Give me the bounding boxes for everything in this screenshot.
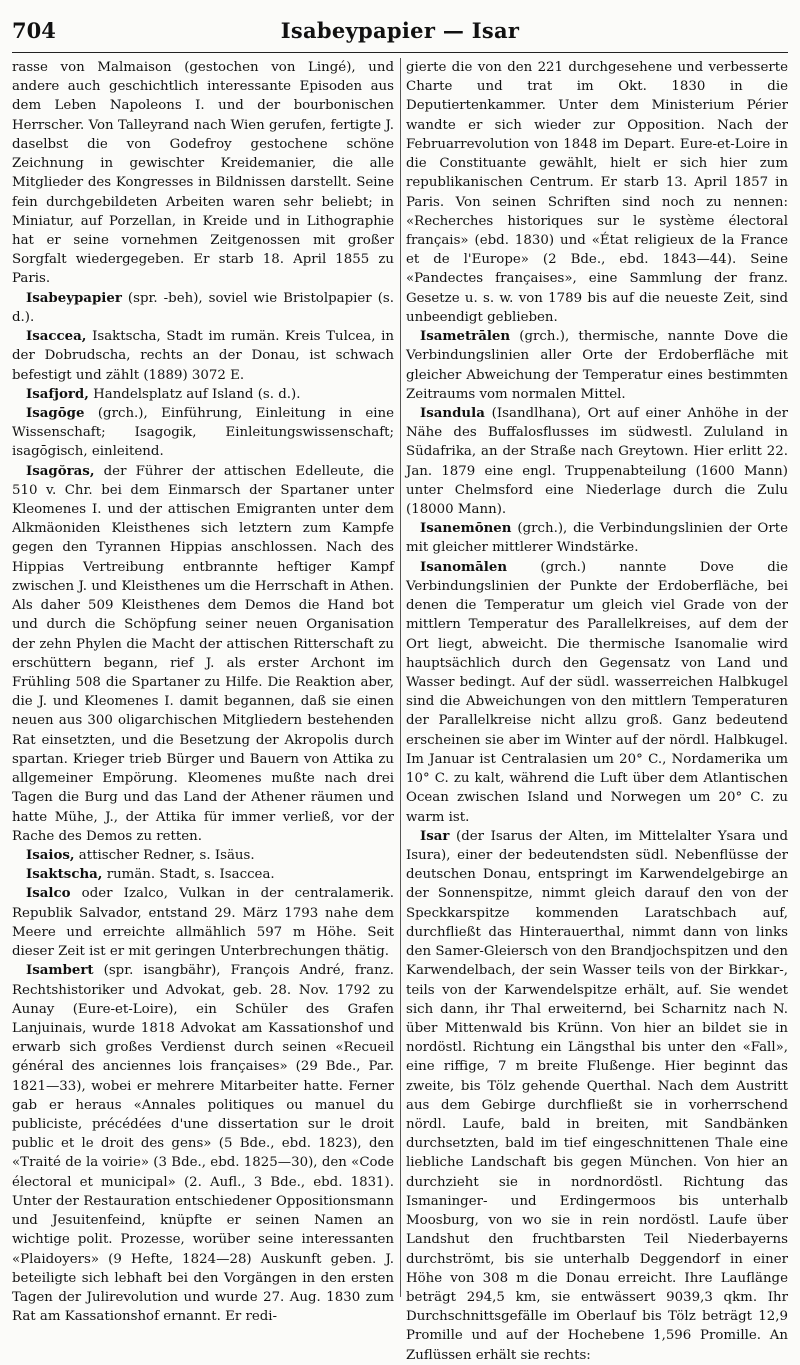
entry-text: (grch.), thermische, nannte Dove die Verbindungslinien aller Orte der Erdoberfläche mit gleicher Abweichung der Temperatur eines bestimmten Zeitraums vom normalen Mittel. xyxy=(406,329,788,402)
dictionary-entry xyxy=(12,404,394,462)
entry-text: attischer Redner, s. Isäus. xyxy=(74,847,255,863)
dictionary-entry xyxy=(406,558,788,827)
entry-text: rumän. Stadt, s. Isaccea. xyxy=(102,867,275,883)
entry-headword: Isaktscha, xyxy=(26,866,103,883)
entry-headword: Isagōge xyxy=(26,404,85,421)
entry-headword: Isagŏras, xyxy=(26,462,95,479)
entry-continuation xyxy=(406,58,788,327)
entry-headword: Isambert xyxy=(26,962,94,979)
entry-headword: Isalco xyxy=(26,885,71,902)
dictionary-entry xyxy=(406,827,788,1365)
entry-headword: Isaios, xyxy=(26,846,75,863)
dictionary-entry xyxy=(12,961,394,1326)
entry-headword: Isametrālen xyxy=(420,328,511,345)
running-head: Isabeypapier — Isar xyxy=(280,18,520,43)
entry-text: (der Isarus der Alten, im Mittelalter Ysara und Isura), einer der bedeutendsten südl. Nebenflüsse der deutschen Donau, entspringt im Karwendelgebirge an der Sonnenspitze, nimmt gleich darauf den von der Speckkarspitze kommenden Laratschbach auf, durchfließt das Hinterauerthal, nimmt dann von links den Samer-Gleiersch von den Brandjochspitzen und den Karwendelbach, der sein Wasser teils von der Birkkar-, teils von der Karwendelspitze erhält, auf. Sie wendet sich dann, ihr Thal erweiternd, bei Scharnitz nach N. über Mittenwald bis Krünn. Von hier an bildet sie in nordöstl. Richtung ein Längsthal bis unter den «Fall», eine riffige, 7 m breite Flußenge. Hier beginnt das zweite, bis Tölz gehende Querthal. Nach dem Austritt aus dem Gebirge durchfließt sie in vorherrschend nördl. Laufe, bald in breiten, mit Sandbänken durchsetzten, bald im tief eingeschnittenen Thale eine liebliche Landschaft bis gegen München. Von hier an durchzieht sie in nordnordöstl. Richtung das Ismaninger- und Erdingermoos bis unterhalb Moosburg, von wo sie in rein nordöstl. Laufe über Landshut den fruchtbarsten Teil Niederbayerns durchströmt, bis sie unterhalb Deggendorf in einer Höhe von 308 m die Donau erreicht. Ihre Lauflänge beträgt 294,5 km, sie entwässert 9039,3 qkm. Ihr Durchschnittsgefälle im Oberlauf bis Tölz beträgt 12,9 Promille und auf der Hochebene 1,596 Promille. An Zuflüssen erhält sie rechts: xyxy=(406,828,788,1363)
entry-headword: Isabeypapier xyxy=(26,289,122,306)
entry-text: oder Izalco, Vulkan in der centralamerik. Republik Salvador, entstand 29. März 1793 nahe dem Meere und erreichte allmählich 597 m Höhe. Seit dieser Zeit ist er mit geringen Unterbrechungen thätig. xyxy=(12,886,394,960)
entry-text: (spr. -beh), soviel wie Bristolpapier (s. d.). xyxy=(12,290,394,325)
dictionary-entry xyxy=(12,846,394,865)
dictionary-entry xyxy=(406,519,788,557)
entry-headword: Isaccea, xyxy=(26,328,87,345)
dictionary-entry xyxy=(12,865,394,884)
entry-text: gierte die von den 221 durchgesehene und verbesserte Charte und trat im Okt. 1830 in die Deputiertenkammer. Unter dem Ministerium Périer wandte er sich wieder zur Opposition. Nach der Februarrevolution von 1848 im Depart. Eure-et-Loire in die Constituante gewählt, hielt er sich hier zum republikanischen Centrum. Er starb 13. April 1857 in Paris. Von seinen Schriften sind noch zu nennen: «Recherches historiques sur le système électoral français» (ebd. 1830) und «État religieux de la France et de l'Europe» (2 Bde., ebd. 1843—44). Seine «Pandectes françaises», eine Sammlung der franz. Gesetze u. s. w. von 1789 bis auf die neueste Zeit, sind unbeendigt geblieben. xyxy=(406,60,788,325)
page-header xyxy=(12,8,788,48)
entry-headword: Isar xyxy=(420,827,450,844)
dictionary-entry xyxy=(12,884,394,961)
page-number: 704 xyxy=(12,18,56,43)
dictionary-entry xyxy=(406,404,788,519)
dictionary-entry xyxy=(12,385,394,404)
header-rule xyxy=(12,52,788,53)
entry-text: rasse von Malmaison (gestochen von Lingé), und andere auch geschichtlich interessante Episoden aus dem Leben Napoleons I. und der bourbonischen Herrscher. Von Talleyrand nach Wien gerufen, fertigte J. daselbst die von Godefroy gestochene schöne Zeichnung in gewischter Kreidemanier, die alle Mitglieder des Kongresses in Bildnissen darstellt. Seine fein durchgebildeten Arbeiten waren sehr beliebt; in Miniatur, auf Porzellan, in Kreide und in Lithographie hat er seine vornehmen Zeitgenossen mit großer Sorgfalt wiedergegeben. Er starb 18. April 1855 zu Paris. xyxy=(12,60,394,287)
left-column xyxy=(12,58,394,1325)
entry-text: Handelsplatz auf Island (s. d.). xyxy=(88,386,301,402)
dictionary-entry xyxy=(12,462,394,846)
entry-text: (Isandlhana), Ort auf einer Anhöhe in der Nähe des Buffalosflusses im südwestl. Zululand in Südafrika, an der Straße nach Greytown. Hier erlitt 22. Jan. 1879 eine engl. Truppenabteilung (1600 Mann) unter Chelmsford eine Niederlage durch die Zulu (18000 Mann). xyxy=(406,405,788,518)
entry-text: der Führer der attischen Edelleute, die 510 v. Chr. bei dem Einmarsch der Spartaner unter Kleomenes I. und der attischen Emigranten unter dem Alkmäoniden Kleisthenes sich letztern zum Kampfe gegen den Tyrannen Hippias anschlossen. Nach des Hippias Vertreibung entbrannte heftiger Kampf zwischen J. und Kleisthenes um die Herrschaft in Athen. Als daher 509 Kleisthenes dem Demos die Hand bot und durch die Schöpfung seiner neuen Organisation der zehn Phylen die Macht der attischen Ritterschaft zu erschüttern begann, rief J. als erster Archont im Frühling 508 die Spartaner zu Hilfe. Die Reaktion aber, die J. und Kleomenes I. damit begannen, daß sie einen neuen aus 300 oligarchischen Mitgliedern bestehenden Rat einsetzten, und die Besetzung der Akropolis durch spartan. Krieger trieb Bürger und Bauern von Attika zu allgemeiner Empörung. Kleomenes mußte nach drei Tagen die Burg und das Land der Athener räumen und hatte Mühe, J., der Attika für immer verließ, vor der Rache des Demos zu retten. xyxy=(12,463,394,844)
entry-text: (grch.), Einführung, Einleitung in eine Wissenschaft; Isagogik, Einleitungswissenschaft; isagōgisch, einleitend. xyxy=(12,405,394,460)
entry-headword: Isanomālen xyxy=(420,558,508,575)
dictionary-entry xyxy=(12,327,394,385)
entry-continuation xyxy=(12,58,394,289)
dictionary-entry xyxy=(12,289,394,327)
entry-text: (spr. isangbähr), François André, franz. Rechtshistoriker und Advokat, geb. 28. Nov. 1792 zu Aunay (Eure-et-Loire), ein Schüler des Grafen Lanjuinais, wurde 1818 Advokat am Kassationshof und erwarb sich großes Verdienst durch seinen «Recueil général des anciennes lois françaises» (29 Bde., Par. 1821—33), wobei er mehrere Mitarbeiter hatte. Ferner gab er heraus «Annales politiques ou manuel du publiciste, précédées d'une dissertation sur le droit public et le droit des gens» (5 Bde., ebd. 1823), den «Traité de la voirie» (3 Bde., ebd. 1825—30), den «Code électoral et municipal» (2. Aufl., 3 Bde., ebd. 1831). Unter der Restauration entschiedener Oppositionsmann und Jesuitenfeind, knüpfte er seinen Namen an wichtige polit. Prozesse, worüber seine interessanten «Plaidoyers» (9 Hefte, 1824—28) Auskunft geben. J. beteiligte sich lebhaft bei den Vorgängen in den ersten Tagen der Julirevolution und wurde 27. Aug. 1830 zum Rat am Kassationshof ernannt. Er redi- xyxy=(12,963,394,1325)
entry-text: (grch.), die Verbindungslinien der Orte mit gleicher mittlerer Windstärke. xyxy=(406,521,788,556)
entry-headword: Isafjord, xyxy=(26,385,89,402)
entry-headword: Isandula xyxy=(420,404,485,421)
entry-text: Isaktscha, Stadt im rumän. Kreis Tulcea, in der Dobrudscha, rechts an der Donau, ist schwach befestigt und zählt (1889) 3072 E. xyxy=(12,329,394,383)
right-column xyxy=(406,58,788,1363)
article-columns xyxy=(12,58,788,1363)
dictionary-entry xyxy=(406,327,788,404)
entry-headword: Isanemōnen xyxy=(420,520,512,537)
entry-text: (grch.) nannte Dove die Verbindungslinien der Punkte der Erdoberfläche, bei denen die Temperatur um gleich viel Grade von der mittlern Temperatur des Parallelkreises, auf dem der Ort liegt, abweicht. Die thermische Isanomalie wird hauptsächlich durch den Gegensatz von Land und Wasser bedingt. Auf der südl. wasserreichen Halbkugel sind die Abweichungen von den mittlern Temperaturen der Parallelkreise nicht allzu groß. Ganz bedeutend erscheinen sie aber im Winter auf der nördl. Halbkugel. Im Januar ist Centralasien um 20° C., Nordamerika um 10° C. zu kalt, während die Luft über dem Atlantischen Ocean zwischen Island und Norwegen um 20° C. zu warm ist. xyxy=(406,559,788,825)
